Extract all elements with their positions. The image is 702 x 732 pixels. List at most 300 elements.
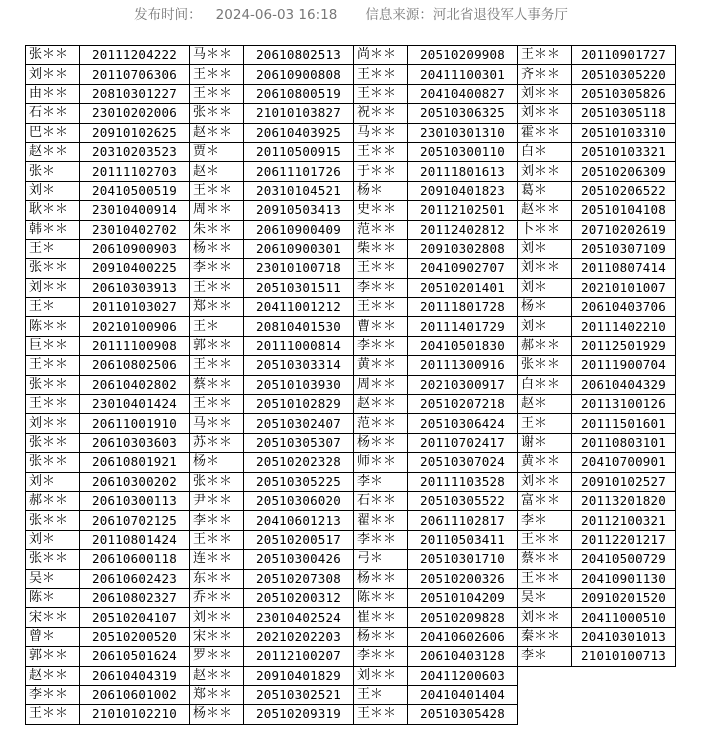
roster-table-body [26,46,676,725]
id-number-cell: 20611101726 [244,162,354,181]
id-number-cell: 20510200326 [408,569,518,588]
table-row [26,588,676,607]
id-number-cell: 20611001910 [80,414,190,433]
id-number-cell: 20910401829 [244,666,354,685]
name-cell: 宋＊＊ [26,608,80,627]
name-cell: 黄＊＊ [354,356,408,375]
name-cell: 张＊＊ [26,259,80,278]
name-cell: 刘＊ [26,472,80,491]
id-number-cell: 20610802327 [80,588,190,607]
id-number-cell: 20310203523 [80,142,190,161]
id-number-cell: 20110103027 [80,298,190,317]
name-cell: 史＊＊ [354,201,408,220]
table-row [26,356,676,375]
id-number-cell: 20110803101 [572,433,676,452]
id-number-cell: 20510305225 [244,472,354,491]
id-number-cell: 20510305826 [572,84,676,103]
id-number-cell: 20112102501 [408,201,518,220]
id-number-cell: 20510301511 [244,278,354,297]
name-cell: 李＊＊ [354,278,408,297]
table-row [26,278,676,297]
id-number-cell: 20310104521 [244,181,354,200]
name-cell: 富＊＊ [518,491,572,510]
name-cell: 朱＊＊ [190,220,244,239]
id-number-cell: 20210101007 [572,278,676,297]
id-number-cell: 20910400225 [80,259,190,278]
name-cell: 杨＊ [190,453,244,472]
table-row [26,84,676,103]
name-cell: 王＊＊ [518,530,572,549]
id-number-cell: 20510207218 [408,395,518,414]
id-number-cell: 20510209908 [408,46,518,65]
id-number-cell: 20910102527 [572,472,676,491]
id-number-cell: 20510300110 [408,142,518,161]
id-number-cell: 23010202006 [80,104,190,123]
id-number-cell: 20610303913 [80,278,190,297]
id-number-cell: 20111501601 [572,414,676,433]
id-number-cell: 20810301227 [80,84,190,103]
publish-info [0,0,702,30]
name-cell: 张＊＊ [26,453,80,472]
name-cell: 李＊＊ [354,336,408,355]
id-number-cell: 20110807414 [572,259,676,278]
name-cell: 郭＊＊ [190,336,244,355]
name-cell: 耿＊＊ [26,201,80,220]
name-cell: 王＊＊ [518,46,572,65]
id-number-cell: 20910201520 [572,588,676,607]
name-cell: 刘＊ [518,278,572,297]
id-number-cell: 20910503413 [244,201,354,220]
name-cell: 刘＊＊ [190,608,244,627]
id-number-cell: 20112100207 [244,647,354,666]
id-number-cell: 20112402812 [408,220,518,239]
name-cell: 刘＊＊ [518,84,572,103]
id-number-cell: 20910102625 [80,123,190,142]
name-cell: 马＊＊ [190,46,244,65]
id-number-cell: 23010401424 [80,395,190,414]
id-number-cell: 20111102703 [80,162,190,181]
id-number-cell: 20510200520 [80,627,190,646]
roster-table [25,45,676,725]
table-row [26,298,676,317]
id-number-cell: 20510103310 [572,123,676,142]
id-number-cell: 20510305428 [408,705,518,724]
name-cell: 乔＊＊ [190,588,244,607]
name-cell: 曹＊＊ [354,317,408,336]
name-cell: 由＊＊ [26,84,80,103]
name-cell: 范＊＊ [354,414,408,433]
id-number-cell: 20510300426 [244,550,354,569]
table-row [26,685,676,704]
name-cell: 王＊＊ [26,356,80,375]
name-cell: 李＊ [518,511,572,530]
id-number-cell: 20411200603 [408,666,518,685]
source-label: 信息来源： [365,7,433,23]
id-number-cell: 20610300113 [80,491,190,510]
id-number-cell: 20410501830 [408,336,518,355]
id-number-cell [572,685,676,704]
id-number-cell: 20410500519 [80,181,190,200]
id-number-cell: 20111801728 [408,298,518,317]
publish-time: 2024-06-03 16:18 [215,7,338,23]
table-row [26,414,676,433]
id-number-cell: 20610900301 [244,239,354,258]
name-cell: 李＊＊ [354,530,408,549]
name-cell: 张＊ [26,162,80,181]
table-row [26,336,676,355]
table-row [26,123,676,142]
name-cell: 周＊＊ [190,201,244,220]
id-number-cell: 20810401530 [244,317,354,336]
name-cell: 刘＊＊ [518,162,572,181]
name-cell: 王＊＊ [190,65,244,84]
id-number-cell: 20210202203 [244,627,354,646]
table-row [26,491,676,510]
name-cell: 周＊＊ [354,375,408,394]
name-cell: 宋＊＊ [190,627,244,646]
table-row [26,220,676,239]
id-number-cell: 20110706306 [80,65,190,84]
id-number-cell: 20510302521 [244,685,354,704]
id-number-cell: 20610300202 [80,472,190,491]
id-number-cell: 20210300917 [408,375,518,394]
id-number-cell: 20111900704 [572,356,676,375]
table-row [26,46,676,65]
id-number-cell: 23010400914 [80,201,190,220]
name-cell: 王＊＊ [190,84,244,103]
name-cell: 黄＊＊ [518,453,572,472]
id-number-cell: 20113201820 [572,491,676,510]
name-cell: 石＊＊ [354,491,408,510]
name-cell: 王＊ [190,317,244,336]
id-number-cell: 20610801921 [80,453,190,472]
name-cell: 张＊＊ [518,356,572,375]
id-number-cell: 20610600118 [80,550,190,569]
name-cell: 李＊ [518,647,572,666]
id-number-cell: 20510307109 [572,239,676,258]
name-cell: 王＊＊ [354,65,408,84]
name-cell: 刘＊ [26,530,80,549]
id-number-cell: 20510303314 [244,356,354,375]
name-cell: 赵＊ [518,395,572,414]
name-cell: 陈＊ [26,588,80,607]
table-row [26,181,676,200]
table-row [26,472,676,491]
name-cell: 刘＊ [26,181,80,200]
name-cell: 刘＊ [518,317,572,336]
id-number-cell: 20410500729 [572,550,676,569]
name-cell: 张＊＊ [26,46,80,65]
id-number-cell: 20611102817 [408,511,518,530]
id-number-cell: 20510307024 [408,453,518,472]
name-cell: 柴＊＊ [354,239,408,258]
id-number-cell: 20510204107 [80,608,190,627]
id-number-cell: 20510201401 [408,278,518,297]
id-number-cell: 20510209828 [408,608,518,627]
name-cell: 王＊＊ [354,705,408,724]
id-number-cell [572,705,676,724]
id-number-cell: 20510202328 [244,453,354,472]
id-number-cell: 20610702125 [80,511,190,530]
id-number-cell: 21010103827 [244,104,354,123]
name-cell: 王＊ [26,239,80,258]
name-cell: 王＊ [354,685,408,704]
id-number-cell: 20110801424 [80,530,190,549]
id-number-cell: 20410401404 [408,685,518,704]
name-cell: 刘＊＊ [26,65,80,84]
name-cell: 王＊＊ [518,569,572,588]
name-cell: 刘＊＊ [26,278,80,297]
id-number-cell: 23010402702 [80,220,190,239]
table-row [26,317,676,336]
name-cell: 赵＊ [190,162,244,181]
name-cell: 王＊＊ [190,181,244,200]
table-row [26,705,676,724]
id-number-cell: 20610900903 [80,239,190,258]
name-cell: 师＊＊ [354,453,408,472]
id-number-cell: 23010100718 [244,259,354,278]
id-number-cell: 20610303603 [80,433,190,452]
name-cell: 连＊＊ [190,550,244,569]
id-number-cell: 20111204222 [80,46,190,65]
table-row [26,608,676,627]
name-cell: 王＊＊ [354,142,408,161]
table-row [26,142,676,161]
name-cell: 祝＊＊ [354,104,408,123]
source-name: 河北省退役军人事务厅 [432,7,568,23]
id-number-cell: 20410301013 [572,627,676,646]
name-cell: 马＊＊ [354,123,408,142]
id-number-cell: 20610404319 [80,666,190,685]
table-row [26,511,676,530]
name-cell: 王＊＊ [354,259,408,278]
name-cell: 张＊＊ [26,550,80,569]
id-number-cell: 20111100908 [80,336,190,355]
id-number-cell: 20510305307 [244,433,354,452]
id-number-cell: 20111000814 [244,336,354,355]
name-cell: 赵＊＊ [190,666,244,685]
id-number-cell: 20610404329 [572,375,676,394]
id-number-cell: 20610802513 [244,46,354,65]
name-cell: 石＊＊ [26,104,80,123]
name-cell: 韩＊＊ [26,220,80,239]
name-cell: 卜＊＊ [518,220,572,239]
name-cell: 郑＊＊ [190,685,244,704]
id-number-cell: 20111300916 [408,356,518,375]
table-row [26,395,676,414]
id-number-cell: 20610501624 [80,647,190,666]
id-number-cell: 20410902707 [408,259,518,278]
id-number-cell: 20510200312 [244,588,354,607]
name-cell: 赵＊＊ [190,123,244,142]
table-row [26,65,676,84]
id-number-cell: 20113100126 [572,395,676,414]
id-number-cell: 20910302808 [408,239,518,258]
table-row [26,666,676,685]
name-cell: 罗＊＊ [190,647,244,666]
id-number-cell: 20610602423 [80,569,190,588]
name-cell: 陈＊＊ [354,588,408,607]
name-cell: 尹＊＊ [190,491,244,510]
name-cell: 赵＊＊ [518,201,572,220]
name-cell: 王＊＊ [190,395,244,414]
name-cell: 郝＊＊ [518,336,572,355]
id-number-cell: 20610403925 [244,123,354,142]
id-number-cell: 20510206522 [572,181,676,200]
id-number-cell: 20510305118 [572,104,676,123]
id-number-cell: 20410700901 [572,453,676,472]
name-cell: 王＊＊ [354,84,408,103]
name-cell: 翟＊＊ [354,511,408,530]
name-cell: 王＊＊ [354,298,408,317]
table-row [26,375,676,394]
id-number-cell: 23010402524 [244,608,354,627]
id-number-cell: 20110500915 [244,142,354,161]
name-cell: 王＊＊ [26,705,80,724]
id-number-cell: 20111103528 [408,472,518,491]
name-cell: 李＊＊ [190,511,244,530]
table-row [26,239,676,258]
id-number-cell: 20111401729 [408,317,518,336]
id-number-cell: 20112501929 [572,336,676,355]
name-cell: 吴＊ [26,569,80,588]
id-number-cell: 20411000510 [572,608,676,627]
table-row [26,647,676,666]
name-cell: 杨＊ [518,298,572,317]
table-row [26,259,676,278]
id-number-cell: 20410602606 [408,627,518,646]
id-number-cell: 20110901727 [572,46,676,65]
id-number-cell: 20610403706 [572,298,676,317]
name-cell: 曾＊ [26,627,80,646]
name-cell: 东＊＊ [190,569,244,588]
id-number-cell: 20410901130 [572,569,676,588]
name-cell [518,685,572,704]
id-number-cell: 20510306020 [244,491,354,510]
name-cell: 赵＊＊ [26,666,80,685]
id-number-cell: 20411001212 [244,298,354,317]
name-cell: 齐＊＊ [518,65,572,84]
id-number-cell: 20112201217 [572,530,676,549]
name-cell: 王＊＊ [190,530,244,549]
name-cell: 弓＊ [354,550,408,569]
name-cell: 于＊＊ [354,162,408,181]
name-cell: 刘＊＊ [518,104,572,123]
name-cell: 崔＊＊ [354,608,408,627]
name-cell: 张＊＊ [26,375,80,394]
id-number-cell: 20110503411 [408,530,518,549]
id-number-cell: 20110702417 [408,433,518,452]
name-cell: 李＊＊ [190,259,244,278]
name-cell: 杨＊ [354,181,408,200]
name-cell: 尚＊＊ [354,46,408,65]
name-cell: 刘＊＊ [518,259,572,278]
name-cell: 王＊ [518,414,572,433]
name-cell [518,666,572,685]
name-cell: 张＊＊ [190,472,244,491]
name-cell: 吴＊ [518,588,572,607]
name-cell: 刘＊ [518,239,572,258]
id-number-cell: 20411100301 [408,65,518,84]
id-number-cell: 20510207308 [244,569,354,588]
name-cell: 李＊ [354,472,408,491]
id-number-cell: 23010301310 [408,123,518,142]
name-cell: 杨＊＊ [190,705,244,724]
name-cell: 杨＊＊ [354,627,408,646]
id-number-cell: 20910401823 [408,181,518,200]
id-number-cell: 20510104108 [572,201,676,220]
id-number-cell: 20510200517 [244,530,354,549]
id-number-cell: 20410400827 [408,84,518,103]
id-number-cell: 20210100906 [80,317,190,336]
name-cell: 巴＊＊ [26,123,80,142]
name-cell: 杨＊＊ [354,433,408,452]
name-cell: 杨＊＊ [190,239,244,258]
name-cell: 张＊＊ [26,511,80,530]
id-number-cell: 20111801613 [408,162,518,181]
id-number-cell: 20112100321 [572,511,676,530]
table-row [26,453,676,472]
name-cell: 王＊＊ [26,395,80,414]
id-number-cell: 20610403128 [408,647,518,666]
name-cell: 刘＊＊ [518,472,572,491]
name-cell: 陈＊＊ [26,317,80,336]
name-cell: 范＊＊ [354,220,408,239]
id-number-cell: 20610802506 [80,356,190,375]
table-row [26,530,676,549]
table-row [26,550,676,569]
name-cell: 王＊＊ [190,278,244,297]
name-cell: 郭＊＊ [26,647,80,666]
id-number-cell: 21010102210 [80,705,190,724]
id-number-cell: 20510103321 [572,142,676,161]
name-cell: 蔡＊＊ [190,375,244,394]
name-cell: 葛＊ [518,181,572,200]
id-number-cell: 20510306325 [408,104,518,123]
id-number-cell: 21010100713 [572,647,676,666]
name-cell: 赵＊＊ [26,142,80,161]
table-row [26,162,676,181]
name-cell: 王＊ [26,298,80,317]
name-cell: 霍＊＊ [518,123,572,142]
roster-table-wrapper [25,45,676,725]
id-number-cell: 20610900808 [244,65,354,84]
id-number-cell: 20510305220 [572,65,676,84]
id-number-cell: 20111402210 [572,317,676,336]
table-row [26,201,676,220]
name-cell: 赵＊＊ [354,395,408,414]
name-cell: 贾＊ [190,142,244,161]
name-cell: 蔡＊＊ [518,550,572,569]
id-number-cell: 20510209319 [244,705,354,724]
name-cell: 郑＊＊ [190,298,244,317]
name-cell: 郝＊＊ [26,491,80,510]
table-row [26,627,676,646]
name-cell: 巨＊＊ [26,336,80,355]
id-number-cell: 20510103930 [244,375,354,394]
id-number-cell: 20510301710 [408,550,518,569]
name-cell: 刘＊＊ [518,608,572,627]
id-number-cell: 20610601002 [80,685,190,704]
publish-time-label: 发布时间： [134,7,202,23]
table-row [26,104,676,123]
name-cell: 马＊＊ [190,414,244,433]
name-cell: 苏＊＊ [190,433,244,452]
name-cell: 王＊＊ [190,356,244,375]
id-number-cell: 20510206309 [572,162,676,181]
id-number-cell: 20610800519 [244,84,354,103]
name-cell: 李＊＊ [26,685,80,704]
